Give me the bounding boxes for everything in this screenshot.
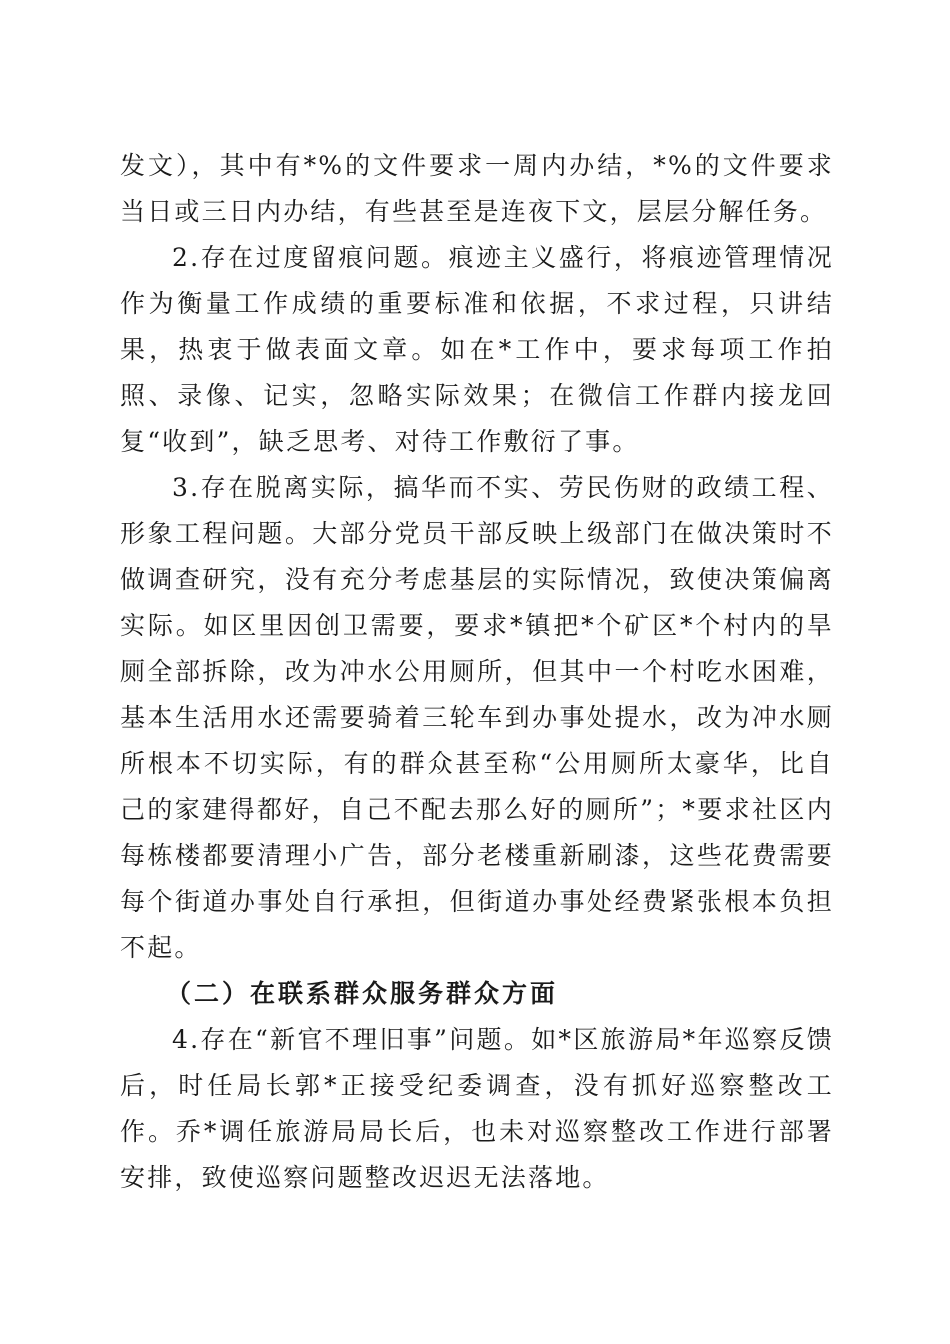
paragraph-item-2: 2.存在过度留痕问题。痕迹主义盛行，将痕迹管理情况作为衡量工作成绩的重要标准和依据，不求过程，只讲结果，热衷于做表面文章。如在*工作中，要求每项工作拍照、录像、记实，忽略实际效果；在微信工作群内接龙回复“收到”，缺乏思考、对待工作敷衍了事。	[120, 243, 834, 456]
section-heading: （二）在联系群众服务群众方面	[166, 979, 559, 1008]
document-body	[120, 143, 834, 1201]
paragraph-item-4: 4.存在“新官不理旧事”问题。如*区旅游局*年巡察反馈后，时任局长郭*正接受纪委调查，没有抓好巡察整改工作。乔*调任旅游局局长后，也未对巡察整改工作进行部署安排，致使巡察问题整改迟迟无法落地。	[120, 1025, 834, 1192]
paragraph-continuation: 发文），其中有*%的文件要求一周内办结，*%的文件要求当日或三日内办结，有些甚至是连夜下文，层层分解任务。	[120, 151, 834, 226]
paragraph-item-3: 3.存在脱离实际，搞华而不实、劳民伤财的政绩工程、形象工程问题。大部分党员干部反映上级部门在做决策时不做调查研究，没有充分考虑基层的实际情况，致使决策偏离实际。如区里因创卫需要，要求*镇把*个矿区*个村内的旱厕全部拆除，改为冲水公用厕所，但其中一个村吃水困难，基本生活用水还需要骑着三轮车到办事处提水，改为冲水厕所根本不切实际，有的群众甚至称“公用厕所太豪华，比自己的家建得都好，自己不配去那么好的厕所”；*要求社区内每栋楼都要清理小广告，部分老楼重新刷漆，这些花费需要每个街道办事处自行承担，但街道办事处经费紧张根本负担不起。	[120, 473, 834, 962]
